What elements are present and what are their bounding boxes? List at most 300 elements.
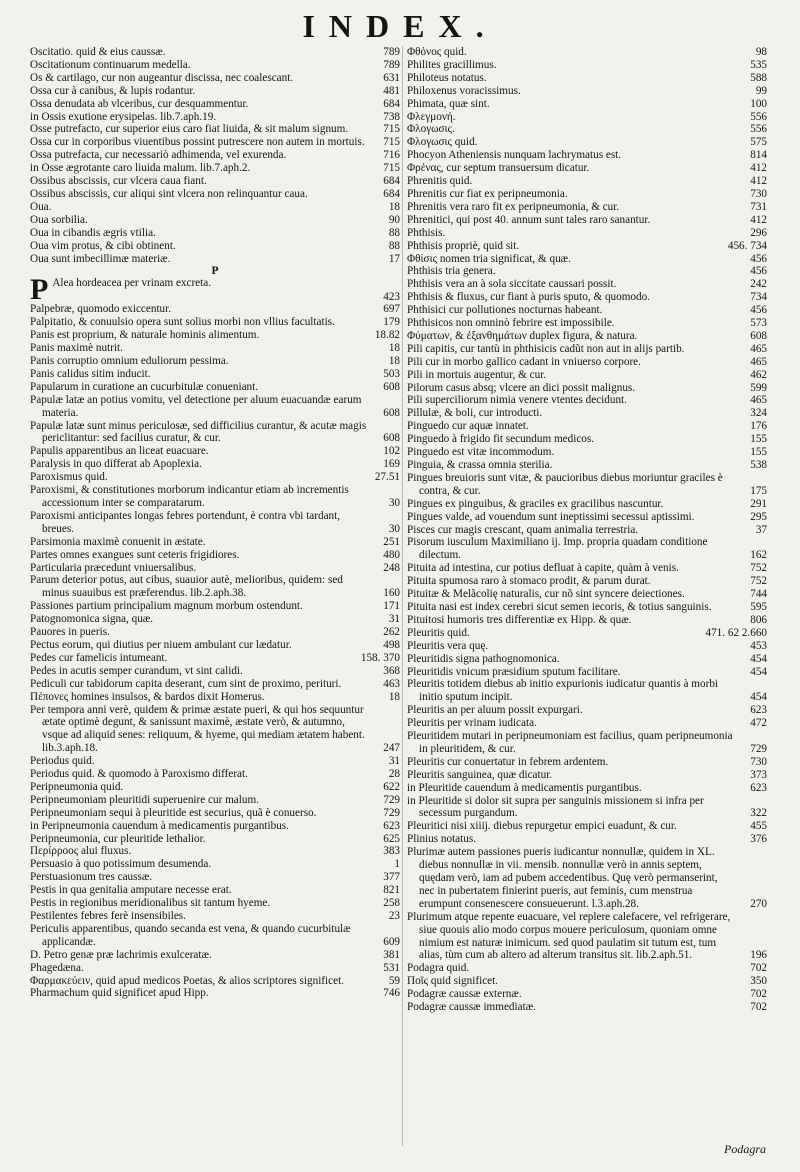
entry-label: Pleuritis cur conuertatur in febrem ardentem. xyxy=(407,755,609,768)
entry-text xyxy=(407,1001,735,1014)
entry-label: Oscitatio. quid & eius caussæ. xyxy=(30,46,166,58)
index-entry xyxy=(407,756,767,769)
entry-text xyxy=(407,420,735,433)
entry-label: Oua vim protus, & cibi obtinent. xyxy=(30,239,176,252)
entry-label: Pleuritis totidem diebus ab initio expurionis iudicatur quantis à morbi initio sputum incipit. xyxy=(407,678,719,704)
entry-text xyxy=(407,704,735,717)
entry-label: Ossa cur in corporibus viuentibus possint putrescere non autem in mortuis. xyxy=(30,136,365,149)
page-number: 684 xyxy=(383,175,400,188)
entry-label: Φρένας, cur septum transuersum dicatur. xyxy=(407,162,590,175)
entry-text xyxy=(407,59,735,72)
page-number: 295 xyxy=(750,510,767,523)
entry-text xyxy=(30,162,368,175)
entry-label: Pleuritis an per aluum possit expurgari. xyxy=(407,704,583,717)
index-entry xyxy=(30,162,400,175)
index-entry xyxy=(30,807,400,820)
index-entry xyxy=(407,820,767,833)
entry-text xyxy=(30,626,368,639)
entry-label: Φαρμακεύειν, quid apud medicos Poetas, & alios scriptores significet. xyxy=(30,974,344,987)
entry-text xyxy=(30,471,368,484)
page-number: 455 xyxy=(750,820,767,833)
entry-label: Phocyon Atheniensis nunquam lachrymatus est. xyxy=(407,149,622,162)
index-entry xyxy=(407,330,767,343)
page-number: 412 xyxy=(750,162,767,175)
entry-text xyxy=(30,381,368,394)
entry-label: Ossa denudata ab vlceribus, cur desquammentur. xyxy=(30,97,249,110)
index-entry xyxy=(30,201,400,214)
page-number: 715 xyxy=(383,136,400,149)
entry-label: Pinguedo à frigido fit secundum medicos. xyxy=(407,433,595,446)
entry-label: Podagra quid. xyxy=(407,962,470,975)
index-entry xyxy=(407,343,767,356)
entry-label: Oua sorbilia. xyxy=(30,213,88,226)
index-entry xyxy=(30,240,400,253)
drop-cap: P xyxy=(30,277,49,304)
index-entry xyxy=(407,524,767,537)
entry-label: Pharmachum quid significet apud Hipp. xyxy=(30,987,209,1000)
entry-label: Palpebræ, quomodo exiccentur. xyxy=(30,303,172,316)
index-entry xyxy=(30,962,400,975)
entry-text xyxy=(30,871,368,884)
entry-label: Phrenitis vera raro fit ex peripneumonia, & cur. xyxy=(407,200,620,213)
entry-text xyxy=(407,46,735,59)
page-number: 18.82 xyxy=(374,329,400,342)
index-entry xyxy=(30,949,400,962)
index-entry xyxy=(30,458,400,471)
entry-label: Pedes cur famelicis intumeant. xyxy=(30,651,168,664)
page-number: 752 xyxy=(750,562,767,575)
entry-text xyxy=(30,768,368,781)
entry-text xyxy=(407,265,735,278)
entry-text xyxy=(30,923,368,949)
entry-text xyxy=(407,640,735,653)
entry-text xyxy=(30,910,368,923)
page-number: 179 xyxy=(383,316,400,329)
entry-label: Pisces cur magis crescant, quam animalia terrestria. xyxy=(407,523,639,536)
index-entry xyxy=(30,123,400,136)
entry-label: Phrenitis quid. xyxy=(407,175,473,188)
page-number: 99 xyxy=(755,84,767,97)
entry-label: Plurimæ autem passiones pueris iudicantur nonnullæ, quidem in XL. diebus nonnullæ in vii. mensib. nonnullæ verò in annis septem, quędam verò, iam ad pubem accedentibus. Quę verò permanserint, nec in pubertatem finierint pueris, aut feminis, cum menstrua erumpunt consenescere consueuerunt. l.3.aph.28. xyxy=(407,846,718,910)
entry-text xyxy=(407,330,735,343)
index-entry xyxy=(407,188,767,201)
page-number: 18 xyxy=(388,690,400,703)
page-number: 30 xyxy=(388,497,400,509)
page-number: 248 xyxy=(383,561,400,574)
entry-label: Paroxismi, & constitutiones morborum indicantur etiam ab incrementis accessionum inter se comparatarum. xyxy=(30,484,349,509)
entry-label: Pestis in qua genitalia amputare necesse erat. xyxy=(30,884,232,897)
page-number: 456 xyxy=(750,265,767,278)
entry-label: Pili superciliorum nimia venere vtentes decidunt. xyxy=(407,394,627,407)
entry-text xyxy=(30,277,368,303)
entry-text xyxy=(407,72,735,85)
entry-text xyxy=(30,316,368,329)
page-number: 454 xyxy=(750,665,767,678)
index-entry xyxy=(30,897,400,910)
index-entry xyxy=(407,666,767,679)
entry-text xyxy=(407,343,735,356)
entry-label: Pisorum iusculum Maximiliano ij. Imp. propria quadam conditione dilectum. xyxy=(407,536,708,562)
page-number: 262 xyxy=(383,626,400,639)
entry-text xyxy=(30,781,368,794)
entry-text xyxy=(407,304,735,317)
page-number: 162 xyxy=(750,549,767,562)
page-number: 599 xyxy=(750,381,767,394)
index-entry xyxy=(407,201,767,214)
index-entry xyxy=(407,498,767,511)
entry-text xyxy=(407,227,735,240)
index-entry xyxy=(407,227,767,240)
entry-text xyxy=(30,46,368,59)
index-entry xyxy=(407,46,767,59)
page-number: 746 xyxy=(383,987,400,1000)
page-number: 622 xyxy=(383,780,400,793)
entry-text xyxy=(407,253,735,266)
entry-label: Phthisicos non omninò febrire est impossibile. xyxy=(407,317,615,330)
page-number: 155 xyxy=(750,446,767,459)
entry-text xyxy=(30,214,368,227)
page-number: 814 xyxy=(750,149,767,162)
page-number: 806 xyxy=(750,613,767,626)
entry-text xyxy=(407,756,735,769)
index-entry xyxy=(407,149,767,162)
index-entry xyxy=(30,820,400,833)
page-number: 169 xyxy=(383,458,400,471)
entry-label: Osse putrefacto, cur superior eius caro fiat liuida, & sit malum signum. xyxy=(30,123,349,136)
page-number: 412 xyxy=(750,175,767,188)
entry-label: Oua sunt imbecillimæ materiæ. xyxy=(30,252,171,265)
entry-label: Peripneumoniam pleuritidi superuenire cur malum. xyxy=(30,793,259,806)
entry-text xyxy=(407,472,735,498)
index-entry xyxy=(407,601,767,614)
entry-label: D. Petro genæ præ lachrimis exulceratæ. xyxy=(30,948,212,961)
entry-text xyxy=(407,433,735,446)
index-entry xyxy=(407,214,767,227)
entry-label: Podagræ caussæ immediatæ. xyxy=(407,1001,536,1014)
index-entry xyxy=(30,845,400,858)
entry-text xyxy=(407,407,735,420)
page-number: 730 xyxy=(750,755,767,768)
index-entry xyxy=(407,304,767,317)
page-number: 160 xyxy=(383,587,400,600)
index-entry xyxy=(407,98,767,111)
index-entry xyxy=(30,781,400,794)
entry-label: Paralysis in quo differat ab Apoplexia. xyxy=(30,458,202,471)
entry-label: Pediculi cur tabidorum capita deserant, cum sint de proximo, perituri. xyxy=(30,677,342,690)
page-number: 608 xyxy=(383,380,400,393)
entry-label: Pituita nasi est index cerebri sicut semen iecoris, & totius sanguinis. xyxy=(407,600,712,613)
index-entry xyxy=(407,278,767,291)
entry-label: Peripneumonia quid. xyxy=(30,780,124,793)
entry-label: Phthisici cur pollutiones nocturnas habeant. xyxy=(407,304,603,317)
entry-label: Passiones partium principalium magnum morbum ostendunt. xyxy=(30,600,303,613)
page-number: 381 xyxy=(383,948,400,961)
entry-text xyxy=(407,730,735,756)
entry-text xyxy=(407,782,735,795)
index-entry xyxy=(407,782,767,795)
entry-label: Pauores in pueris. xyxy=(30,626,110,639)
index-entry xyxy=(407,911,767,963)
entry-text xyxy=(30,394,368,420)
entry-label: Pedes in acutis semper curandum, vt sint calidi. xyxy=(30,664,243,677)
entry-label: Oua in cibandis ægris vtilia. xyxy=(30,226,156,239)
page-number: 556 xyxy=(750,110,767,123)
page-number: 729 xyxy=(383,806,400,819)
entry-text xyxy=(407,136,735,149)
index-entry xyxy=(407,536,767,562)
index-entry xyxy=(407,72,767,85)
index-entry xyxy=(30,755,400,768)
entry-text xyxy=(30,833,368,846)
entry-text xyxy=(407,214,735,227)
entry-label: Persuasio à quo potissimum desumenda. xyxy=(30,858,212,871)
page-number: 322 xyxy=(750,807,767,820)
page-number: 623 xyxy=(750,704,767,717)
index-entry xyxy=(30,303,400,316)
entry-label: Φλογωσις. xyxy=(407,123,455,136)
entry-label: Phthisis. xyxy=(407,226,446,239)
index-entry xyxy=(407,394,767,407)
entry-text xyxy=(30,59,368,72)
entry-text xyxy=(30,303,368,316)
page-number: 731 xyxy=(750,200,767,213)
entry-label: Parum deterior potus, aut cibus, suauior autè, melioribus, quidem: sed minus suauibus est præferendus. lib.2.aph.38. xyxy=(30,574,343,600)
index-entry xyxy=(30,549,400,562)
index-entry xyxy=(30,484,400,510)
index-entry xyxy=(407,136,767,149)
page-number: 702 xyxy=(750,962,767,975)
index-entry xyxy=(407,627,767,640)
page-number: 456 xyxy=(750,252,767,265)
page-number: 463 xyxy=(383,677,400,690)
entry-label: Πέπονες homines insulsos, & bardos dixit Homerus. xyxy=(30,690,265,703)
entry-label: Papulis apparentibus an liceat euacuare. xyxy=(30,445,209,458)
right-column xyxy=(407,46,767,1146)
page-number: 697 xyxy=(383,303,400,316)
page-number: 350 xyxy=(750,975,767,988)
entry-label: Palpitatio, & conuulsio opera sunt solius morbi non vllius facultatis. xyxy=(30,316,335,329)
entry-text xyxy=(407,627,699,640)
index-entry xyxy=(30,562,400,575)
index-entry xyxy=(30,871,400,884)
entry-label: Ossa cur à canibus, & lupis rodantur. xyxy=(30,84,196,97)
entry-label: Pingues breuioris sunt vitæ, & paucioribus diebus moriuntur graciles è contra, & cur. xyxy=(407,471,723,497)
page-number: 481 xyxy=(383,84,400,97)
entry-label: Pleuritis vera quę. xyxy=(407,639,489,652)
index-entry xyxy=(407,407,767,420)
page-number: 480 xyxy=(383,548,400,561)
index-entry xyxy=(407,291,767,304)
entry-text xyxy=(30,858,368,871)
entry-label: in Pleuritide si dolor sit supra per sanguinis missionem si infra per secessum purgandum. xyxy=(407,794,704,820)
page-number: 623 xyxy=(383,819,400,832)
page-number: 715 xyxy=(383,162,400,175)
entry-label: Pinguedo cur aquæ innatet. xyxy=(407,420,529,433)
index-entry xyxy=(30,277,400,303)
index-entry xyxy=(407,704,767,717)
index-entry xyxy=(30,600,400,613)
index-entry xyxy=(30,188,400,201)
entry-text xyxy=(30,98,368,111)
entry-label: Pilorum casus absq; vlcere an dici possit malignus. xyxy=(407,381,636,394)
entry-text xyxy=(407,975,735,988)
entry-text xyxy=(407,820,735,833)
index-entry xyxy=(30,98,400,111)
entry-label: Periodus quid. & quomodo à Paroxismo differat. xyxy=(30,768,248,781)
letter-heading: P xyxy=(211,265,219,278)
index-entry xyxy=(407,795,767,821)
entry-text xyxy=(30,987,368,1000)
entry-text xyxy=(407,911,735,963)
entry-text xyxy=(407,833,735,846)
index-entry xyxy=(407,317,767,330)
index-entry xyxy=(30,833,400,846)
page-number: 535 xyxy=(750,58,767,71)
entry-text xyxy=(30,240,368,253)
entry-label: Partes omnes exangues sunt ceteris frigidiores. xyxy=(30,548,240,561)
page-number: 423 xyxy=(383,290,400,303)
index-entry xyxy=(407,962,767,975)
entry-label: in Osse ægrotante caro liuida malum. lib.7.aph.2. xyxy=(30,162,251,175)
page-number: 503 xyxy=(383,367,400,380)
page-number: 498 xyxy=(383,638,400,651)
entry-label: Ossa putrefacta, cur necessariò adhimenda, vel exurenda. xyxy=(30,149,287,162)
entry-label: Pili cur in morbo gallico cadant in vniuerso corpore. xyxy=(407,355,641,368)
entry-text xyxy=(30,691,368,704)
entry-label: Panis maximè nutrit. xyxy=(30,342,123,355)
entry-text xyxy=(30,962,368,975)
index-entry xyxy=(30,59,400,72)
entry-label: Podagræ caussæ externæ. xyxy=(407,988,522,1001)
entry-label: Φθίσις nomen tria significat, & quæ. xyxy=(407,252,571,265)
page-number: 729 xyxy=(383,793,400,806)
entry-text xyxy=(30,975,368,988)
page-number: 715 xyxy=(383,123,400,136)
entry-text xyxy=(30,445,368,458)
entry-label: Pleuritidis vnicum præsidium sputum facilitare. xyxy=(407,665,621,678)
entry-text xyxy=(30,704,368,756)
entry-label: Φύματων, & ἐξανθημάτων duplex figura, & natura. xyxy=(407,329,638,342)
page-number: 531 xyxy=(383,961,400,974)
index-entry xyxy=(30,652,400,665)
index-entry xyxy=(407,459,767,472)
page-number: 17 xyxy=(388,252,400,265)
index-entry xyxy=(30,136,400,149)
page-number: 752 xyxy=(750,575,767,588)
entry-text xyxy=(407,369,735,382)
entry-text xyxy=(407,240,722,253)
page-number: 98 xyxy=(755,46,767,58)
index-entry xyxy=(30,394,400,420)
entry-text xyxy=(407,717,735,730)
page-number: 324 xyxy=(750,407,767,420)
index-entry xyxy=(30,536,400,549)
index-entry xyxy=(407,511,767,524)
page-number: 608 xyxy=(750,329,767,342)
entry-text xyxy=(30,227,368,240)
entry-text xyxy=(407,188,735,201)
page-number: 59 xyxy=(388,974,400,987)
page-number: 595 xyxy=(750,600,767,613)
entry-text xyxy=(30,652,355,665)
index-entry xyxy=(30,884,400,897)
index-entry xyxy=(30,227,400,240)
page-number: 373 xyxy=(750,768,767,781)
index-entry xyxy=(407,356,767,369)
page-number: 31 xyxy=(388,755,400,768)
entry-label: in Peripneumonia cauendum à medicamentis purgantibus. xyxy=(30,819,289,832)
entry-label: Philoxenus voracissimus. xyxy=(407,84,521,97)
page-number: 88 xyxy=(388,226,400,239)
entry-label: Paroxismi anticipantes longas febres portendunt, è contra vbi tardant, breues. xyxy=(30,509,341,535)
entry-text xyxy=(30,484,368,510)
index-entry xyxy=(30,471,400,484)
index-entry xyxy=(30,329,400,342)
index-entry xyxy=(30,665,400,678)
entry-text xyxy=(407,201,735,214)
page-number: 247 xyxy=(383,742,400,755)
entry-text xyxy=(30,510,368,536)
index-entry xyxy=(407,988,767,1001)
entry-text xyxy=(30,845,368,858)
entry-label: Particularia præcedunt vniuersalibus. xyxy=(30,561,197,574)
left-column xyxy=(30,46,400,1146)
page-number: 102 xyxy=(383,445,400,458)
entry-text xyxy=(407,666,735,679)
page-number: 465 xyxy=(750,355,767,368)
entry-label: Περίρροος alui fluxus. xyxy=(30,845,132,858)
entry-text xyxy=(30,201,368,214)
entry-label: Phthisis & fluxus, cur fiant à puris sputo, & quomodo. xyxy=(407,291,651,304)
entry-label: Phthisis propriè, quid sit. xyxy=(407,239,520,252)
page-number: 158. 370 xyxy=(360,651,400,664)
page-number: 31 xyxy=(388,613,400,626)
entry-text xyxy=(407,356,735,369)
entry-label: Philites gracillimus. xyxy=(407,58,497,71)
page-number: 538 xyxy=(750,459,767,471)
entry-text xyxy=(30,329,368,342)
page-title: INDEX. xyxy=(302,8,498,44)
entry-label: Pituita ad intestina, cur potius defluat à capite, quàm à venis. xyxy=(407,562,679,575)
page-number: 18 xyxy=(388,355,400,368)
page-number: 88 xyxy=(388,239,400,252)
index-entry xyxy=(30,613,400,626)
entry-text xyxy=(30,175,368,188)
entry-label: Panis est proprium, & naturale hominis alimentum. xyxy=(30,329,260,342)
entry-text xyxy=(407,85,735,98)
index-entry xyxy=(407,653,767,666)
entry-text xyxy=(407,562,735,575)
entry-text xyxy=(30,342,368,355)
entry-label: Pingues ex pinguibus, & graciles ex gracilibus nascuntur. xyxy=(407,497,664,510)
entry-text xyxy=(407,98,735,111)
index-entry xyxy=(407,111,767,124)
entry-text xyxy=(30,123,368,136)
entry-text xyxy=(30,85,368,98)
index-entry xyxy=(407,575,767,588)
page-number: 588 xyxy=(750,71,767,84)
entry-label: Pleuritidis signa pathognomonica. xyxy=(407,652,560,665)
index-entry xyxy=(407,175,767,188)
entry-text xyxy=(30,807,368,820)
index-entry xyxy=(30,253,400,266)
index-entry xyxy=(407,162,767,175)
page-number: 454 xyxy=(750,652,767,665)
entry-text xyxy=(30,549,368,562)
entry-label: Ossibus abscissis, cur aliqui sint vlcera non relinquantur caua. xyxy=(30,187,308,200)
entry-text xyxy=(407,149,735,162)
index-entry xyxy=(407,446,767,459)
